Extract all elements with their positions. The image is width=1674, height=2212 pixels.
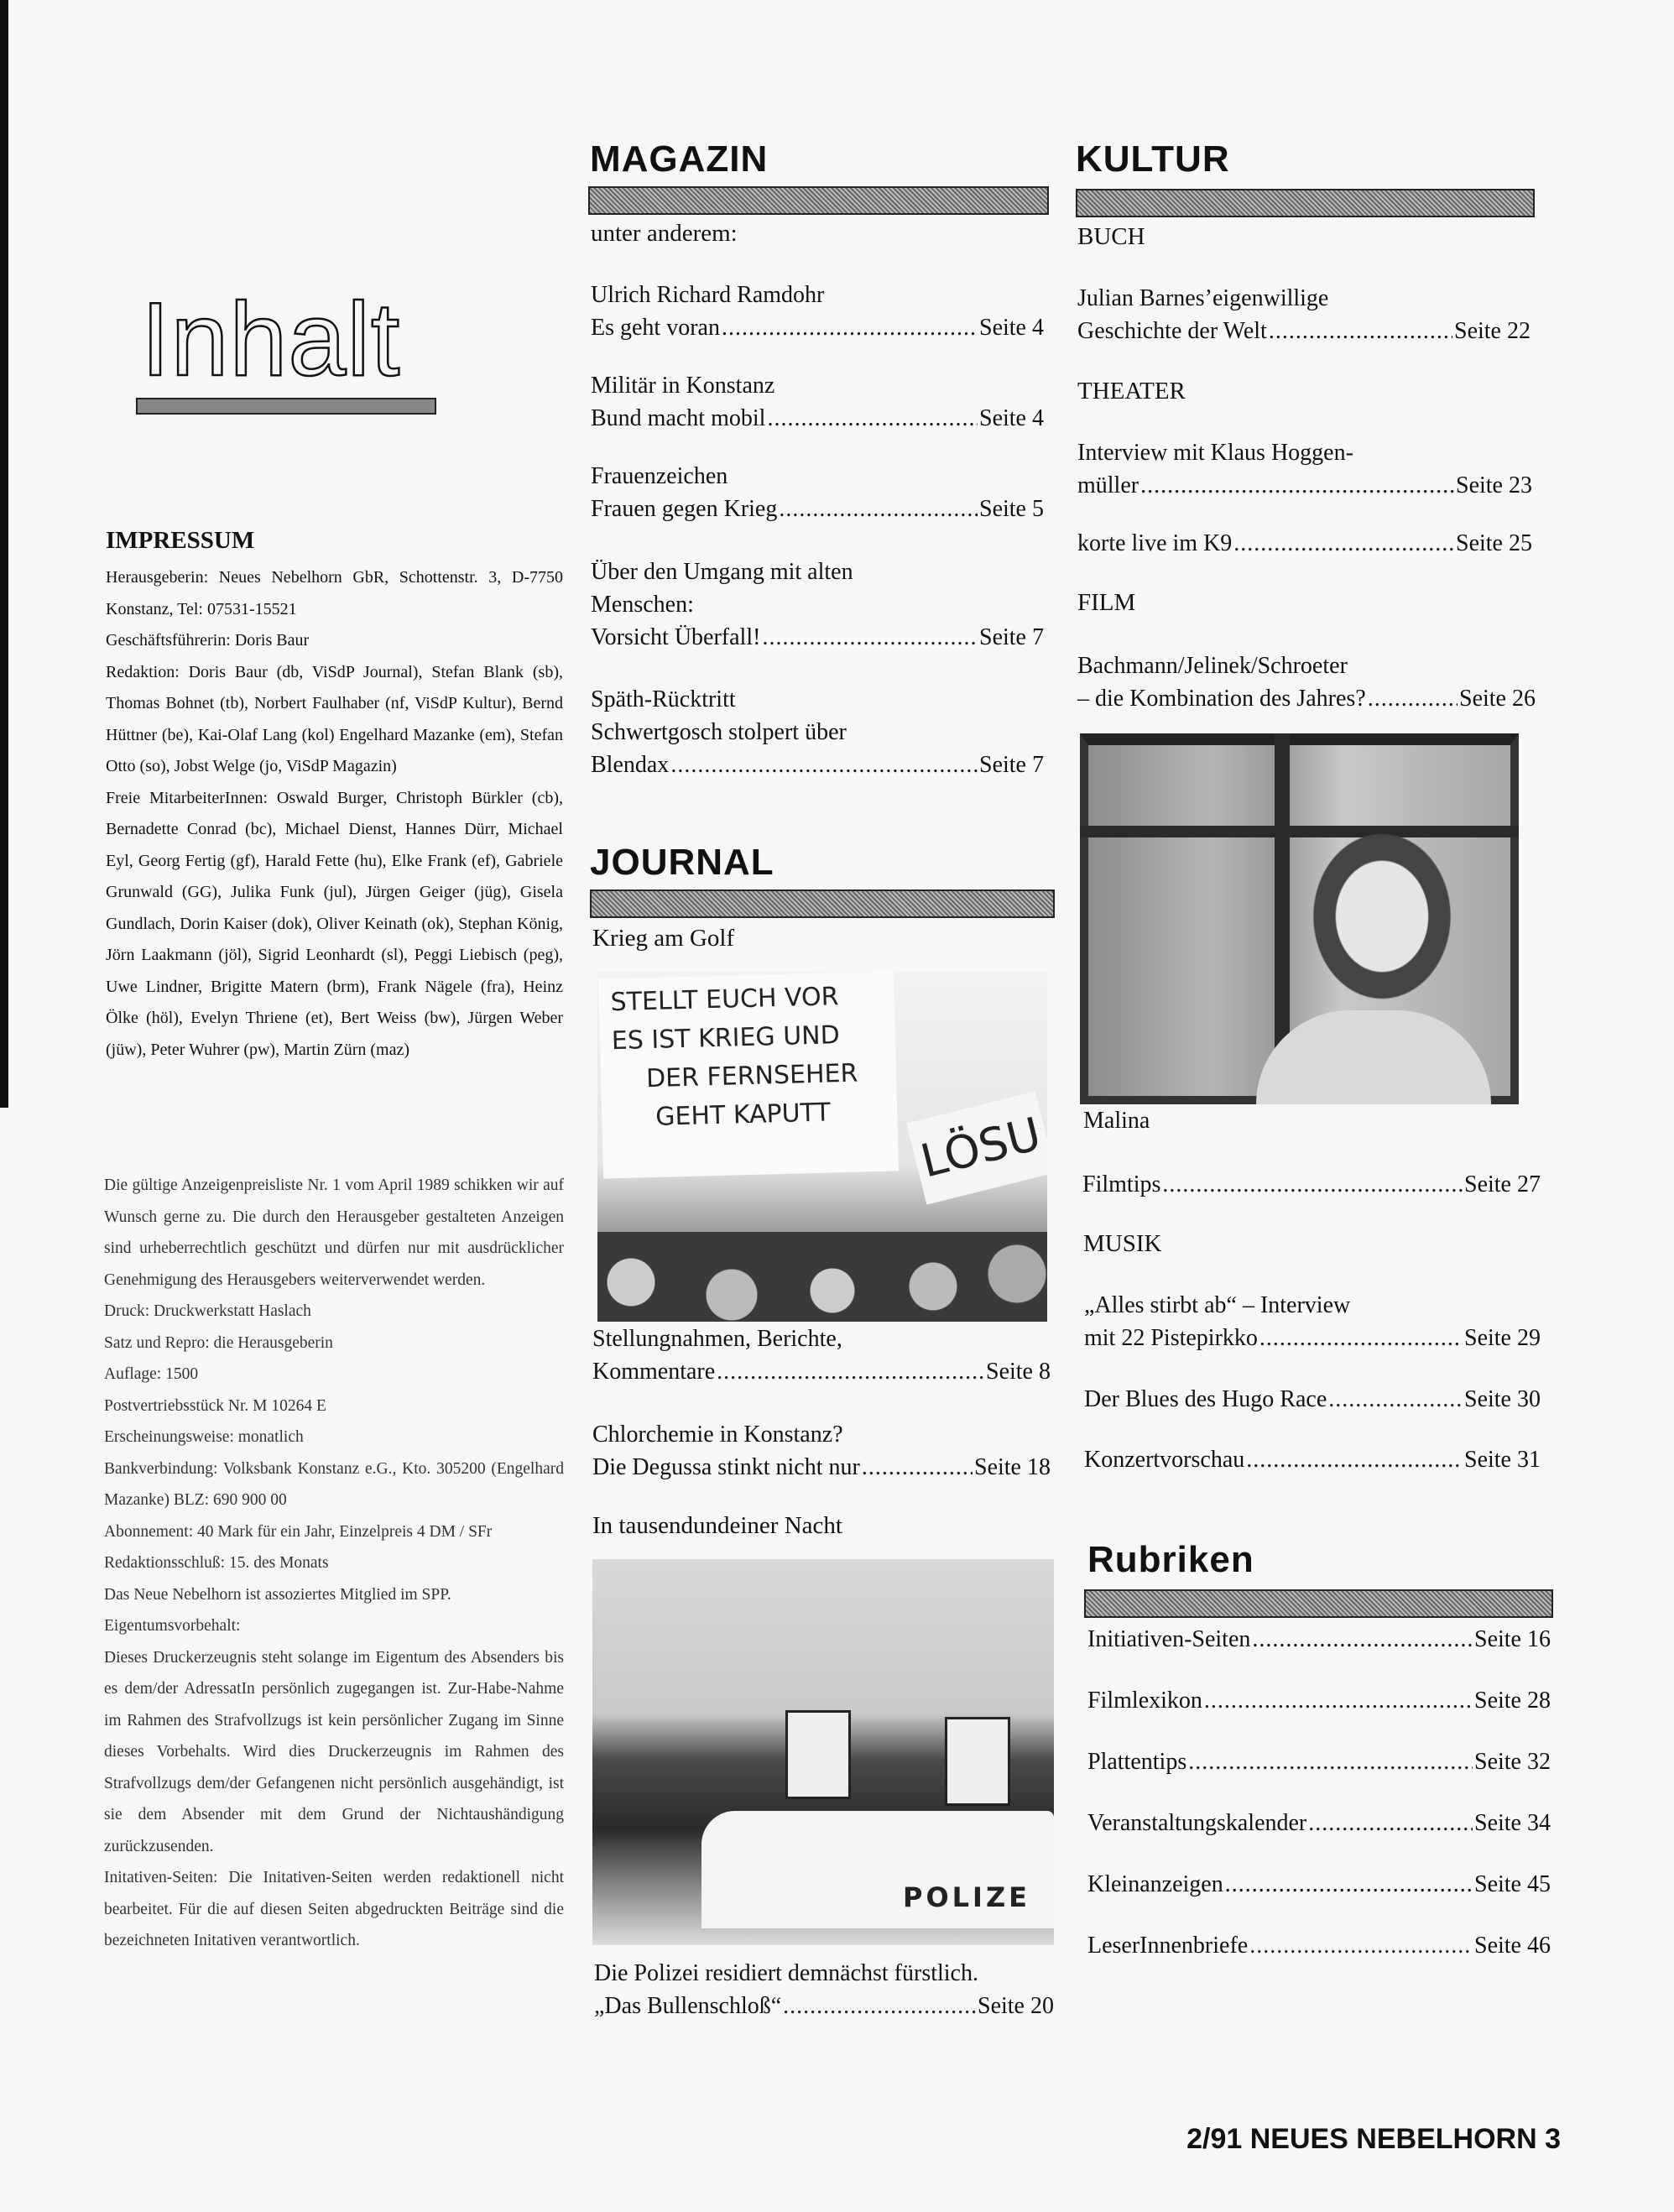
entry-title-line: Späth-Rücktritt: [591, 686, 736, 712]
toc-entry[interactable]: [1087, 1745, 1551, 1807]
toc-entry[interactable]: [591, 369, 1044, 435]
impressum-contributors: Freie MitarbeiterInnen: Oswald Burger, Christoph Bürkler (cb), Bernadette Conrad (bc), Michael Dienst, Hannes Dürr, Michael Eyl, Georg Fertig (gf), Harald Fette (hu), Elke Frank (ef), Gabriele Grunwald (GG), Julika Funk (jul), Jürgen Geiger (jüg), Gisela Gundlach, Dorin Kaiser (dok), Oliver Keinath (ok), Stephan König, Jörn Laakmann (jöl), Sigrid Leonhardt (sl), Peggi Liebisch (peg), Uwe Lindner, Brigitte Matern (brm), Frank Nägele (fra), Heinz Ölke (höl), Evelyn Thriene (et), Bert Weiss (bw), Jürgen Weber (jüw), Peter Wuhrer (pw), Martin Zürn (maz): [106, 788, 563, 1059]
page-footer: 2/91 NEUES NEBELHORN 3: [1186, 2123, 1561, 2155]
protest-sign: [598, 972, 899, 1179]
entry-title: Plattentips: [1087, 1749, 1187, 1775]
entry-title: Geschichte der Welt: [1077, 318, 1267, 344]
kultur-film-label: FILM: [1077, 589, 1136, 616]
toc-entry[interactable]: [1087, 1868, 1551, 1929]
note-ownership: Dieses Druckerzeugnis steht solange im Eigentum des Absenders bis es dem/der AdressatIn persönlich zugegangen ist. Zur-Habe-Nahme im Rahmen des Strafvollzugs ist kein persönlicher Zugang im Sinne dieses Vorbehalts. Wird dies Druckerzeugnis im Rahmen des Strafvollzugs dem/der Gefangenen nicht persönlich ausgehändigt, ist sie dem Absender mit dem Grund der Nichtaushändigung zurückzusenden.: [104, 1648, 564, 1855]
page-ref: Seite 5: [979, 496, 1044, 522]
page-ref: Seite 4: [979, 315, 1044, 341]
page-ref: Seite 26: [1459, 686, 1536, 712]
toc-entry[interactable]: [1084, 1443, 1541, 1476]
page-ref: Seite 7: [979, 752, 1044, 778]
entry-title: Konzertvorschau: [1084, 1447, 1245, 1473]
scan-edge: [0, 0, 8, 1108]
leader-dots: [862, 1451, 973, 1484]
leader-dots: [1204, 1684, 1473, 1717]
sign-line: GEHT KAPUTT: [654, 1098, 832, 1132]
entry-title-line: „Alles stirbt ab“ – Interview: [1084, 1292, 1351, 1318]
protest-sign-secondary: LÖSU: [906, 1091, 1047, 1204]
entry-title: mit 22 Pistepirkko: [1084, 1325, 1258, 1351]
malina-film-photo: [1080, 733, 1519, 1104]
page-ref: Seite 4: [979, 405, 1044, 431]
page-title: Inhalt: [141, 282, 401, 398]
magazin-heading: MAGAZIN: [590, 138, 769, 180]
page-ref: Seite 34: [1474, 1810, 1551, 1836]
impressum-heading: IMPRESSUM: [106, 527, 255, 554]
toc-entry[interactable]: [591, 279, 1044, 344]
journal-heading: JOURNAL: [590, 842, 774, 883]
rubriken-list: [1087, 1623, 1551, 1990]
page-ref: Seite 28: [1474, 1688, 1551, 1714]
kultur-heading: KULTUR: [1076, 138, 1230, 180]
toc-entry[interactable]: [1077, 436, 1532, 502]
page-ref: Seite 27: [1464, 1171, 1541, 1197]
entry-title-line: Frauenzeichen: [591, 463, 728, 489]
journal-bar: [590, 889, 1055, 918]
leader-dots: [1259, 1322, 1463, 1354]
toc-entry[interactable]: [1077, 527, 1532, 560]
toc-entry[interactable]: [1087, 1807, 1551, 1868]
title-underline: [136, 398, 436, 415]
entry-title: LeserInnenbriefe: [1087, 1933, 1249, 1959]
toc-entry[interactable]: [591, 460, 1044, 525]
entry-title: Vorsicht Überfall!: [591, 624, 761, 650]
magazin-bar: [588, 186, 1049, 215]
kultur-bar: [1076, 189, 1535, 217]
page-ref: Seite 25: [1456, 530, 1532, 556]
leader-dots: [1233, 527, 1454, 560]
rubriken-heading: Rubriken: [1087, 1539, 1254, 1580]
entry-title: Bund macht mobil: [591, 405, 766, 431]
toc-entry[interactable]: [1087, 1623, 1551, 1684]
impressum-editors: Redaktion: Doris Baur (db, ViSdP Journal), Stefan Blank (sb), Thomas Bohnet (tb), Norbert Faulhaber (nf, ViSdP Kultur), Bernd Hüttner (be), Kai-Olaf Lang (kol) Engelhard Mazanke (em), Stefan Otto (so), Jobst Welge (jo, ViSdP Magazin): [106, 662, 563, 775]
toc-entry[interactable]: [1087, 1684, 1551, 1745]
impressum-publisher: Herausgeberin: Neues Nebelhorn GbR, Schottenstr. 3, D-7750 Konstanz, Tel: 07531-15521: [106, 568, 563, 618]
entry-title-line: Stellungnahmen, Berichte,: [592, 1326, 842, 1352]
toc-entry[interactable]: [591, 556, 1044, 654]
note-circulation: Auflage: 1500: [104, 1365, 199, 1383]
road-sign: [945, 1717, 1010, 1806]
leader-dots: [1246, 1443, 1463, 1476]
entry-title: korte live im K9: [1077, 530, 1233, 556]
toc-entry[interactable]: [592, 1418, 1051, 1484]
note-ownership-label: Eigentumsvorbehalt:: [104, 1617, 241, 1635]
entry-title-line: Julian Barnes’eigenwillige: [1077, 285, 1329, 311]
toc-entry[interactable]: [1077, 282, 1531, 347]
leader-dots: [1188, 1745, 1473, 1778]
page-ref: Seite 29: [1464, 1325, 1541, 1351]
journal-photo2-caption: In tausendundeiner Nacht: [592, 1512, 842, 1539]
toc-entry[interactable]: [1084, 1383, 1541, 1416]
page-ref: Seite 22: [1454, 318, 1531, 344]
rubriken-bar: [1084, 1589, 1553, 1618]
entry-title: Frauen gegen Krieg: [591, 496, 778, 522]
page-ref: Seite 16: [1474, 1626, 1551, 1652]
sign-line: DER FERNSEHER: [645, 1058, 858, 1094]
entry-title-line: Über den Umgang mit alten Menschen:: [591, 559, 853, 618]
toc-entry[interactable]: [592, 1323, 1051, 1388]
leader-dots: [762, 621, 978, 654]
leader-dots: [670, 749, 978, 781]
leader-dots: [1249, 1929, 1473, 1962]
entry-title: Der Blues des Hugo Race: [1084, 1386, 1327, 1412]
page-ref: Seite 23: [1456, 472, 1532, 498]
entry-title: Es geht voran: [591, 315, 720, 341]
leader-dots: [779, 493, 978, 525]
entry-title: Filmlexikon: [1087, 1688, 1202, 1714]
kultur-buch-label: BUCH: [1077, 223, 1145, 250]
magazin-intro: unter anderem:: [591, 220, 738, 247]
kultur-musik-label: MUSIK: [1083, 1230, 1162, 1257]
entry-title-line: Bachmann/Jelinek/Schroeter: [1077, 653, 1348, 679]
note-frequency: Erscheinungsweise: monatlich: [104, 1428, 304, 1446]
note-typeset: Satz und Repro: die Herausgeberin: [104, 1333, 333, 1352]
entry-title: Blendax: [591, 752, 670, 778]
page-ref: Seite 46: [1474, 1933, 1551, 1959]
entry-title-line: Die Polizei residiert demnächst fürstlich.: [594, 1960, 978, 1986]
leader-dots: [1269, 315, 1452, 347]
journal-photo-caption: Krieg am Golf: [592, 925, 735, 952]
police-building-photo: [592, 1559, 1054, 1945]
toc-entry[interactable]: [1084, 1289, 1541, 1354]
impressum-block: [106, 562, 563, 1066]
page-ref: Seite 8: [986, 1359, 1051, 1385]
sign-line: STELLT EUCH VOR: [610, 982, 839, 1018]
leader-dots: [1140, 469, 1454, 502]
note-postal: Postvertriebsstück Nr. M 10264 E: [104, 1396, 326, 1415]
leader-dots: [1368, 682, 1458, 715]
entry-title-line: Schwertgosch stolpert über: [591, 719, 847, 745]
page-ref: Seite 30: [1464, 1386, 1541, 1412]
toc-entry[interactable]: [1077, 650, 1536, 715]
entry-title: – die Kombination des Jahres?: [1077, 686, 1366, 712]
entry-title: müller: [1077, 472, 1139, 498]
police-car-text: POLIZE: [903, 1881, 1031, 1913]
entry-title: Die Degussa stinkt nicht nur: [592, 1454, 860, 1480]
note-deadline: Redaktionsschluß: 15. des Monats: [104, 1554, 329, 1572]
note-membership: Das Neue Nebelhorn ist assoziertes Mitglied im SPP.: [104, 1585, 451, 1604]
note-bank: Bankverbindung: Volksbank Konstanz e.G., Kto. 305200 (Engelhard Mazanke) BLZ: 690 900 00: [104, 1459, 564, 1509]
leader-dots: [1252, 1623, 1473, 1656]
leader-dots: [1225, 1868, 1473, 1901]
entry-title-line: Militär in Konstanz: [591, 373, 775, 399]
toc-entry[interactable]: [1087, 1929, 1551, 1990]
kultur-theater-label: THEATER: [1077, 378, 1186, 404]
woman-figure: [1290, 826, 1458, 1027]
leader-dots: [767, 402, 978, 435]
protest-photo: [597, 972, 1047, 1322]
crowd: [597, 1232, 1047, 1322]
toc-entry[interactable]: [591, 683, 1044, 781]
impressum-manager: Geschäftsführerin: Doris Baur: [106, 631, 310, 650]
leader-dots: [1328, 1383, 1463, 1416]
page-ref: Seite 20: [978, 1993, 1054, 2019]
note-print: Druck: Druckwerkstatt Haslach: [104, 1302, 311, 1320]
entry-title: Initiativen-Seiten: [1087, 1626, 1251, 1652]
leader-dots: [1308, 1807, 1473, 1839]
entry-title: Kleinanzeigen: [1087, 1871, 1223, 1897]
leader-dots: [1162, 1168, 1463, 1201]
entry-title: Veranstaltungskalender: [1087, 1810, 1307, 1836]
malina-caption: Malina: [1083, 1108, 1150, 1134]
note-ads: Die gültige Anzeigenpreisliste Nr. 1 vom April 1989 schikken wir auf Wunsch gerne zu. Die durch den Herausgeber gestalteten Anzeigen sind urheberrechtlich geschützt und dürfen nur mit ausdrücklicher Genehmigung des Herausgebers weiterverwendet werden.: [104, 1176, 564, 1289]
leader-dots: [717, 1355, 984, 1388]
page-ref: Seite 32: [1474, 1749, 1551, 1775]
page-ref: Seite 18: [974, 1454, 1051, 1480]
toc-entry[interactable]: [1082, 1168, 1541, 1201]
note-subscription: Abonnement: 40 Mark für ein Jahr, Einzelpreis 4 DM / SFr: [104, 1522, 493, 1541]
entry-title: „Das Bullenschloß“: [594, 1993, 782, 2019]
leader-dots: [722, 311, 978, 344]
toc-entry[interactable]: [594, 1957, 1054, 2022]
note-initiatives: Initativen-Seiten: Die Initativen-Seiten werden redaktionell nicht bearbeitet. Für die auf diesen Seiten abgedruckten Beiträge sind die bezeichneten Initativen verantwortlich.: [104, 1869, 564, 1949]
entry-title: Kommentare: [592, 1359, 716, 1385]
entry-title-line: Chlorchemie in Konstanz?: [592, 1422, 843, 1448]
entry-title-line: Interview mit Klaus Hoggen-: [1077, 440, 1353, 466]
entry-title: Filmtips: [1082, 1171, 1161, 1197]
impressum-notes: [104, 1170, 564, 1957]
page-ref: Seite 31: [1464, 1447, 1541, 1473]
page-ref: Seite 45: [1474, 1871, 1551, 1897]
page-ref: Seite 7: [979, 624, 1044, 650]
entry-title-line: Ulrich Richard Ramdohr: [591, 282, 825, 308]
sign-line: ES IST KRIEG UND: [611, 1020, 841, 1056]
road-sign: [785, 1710, 851, 1799]
leader-dots: [783, 1990, 976, 2022]
